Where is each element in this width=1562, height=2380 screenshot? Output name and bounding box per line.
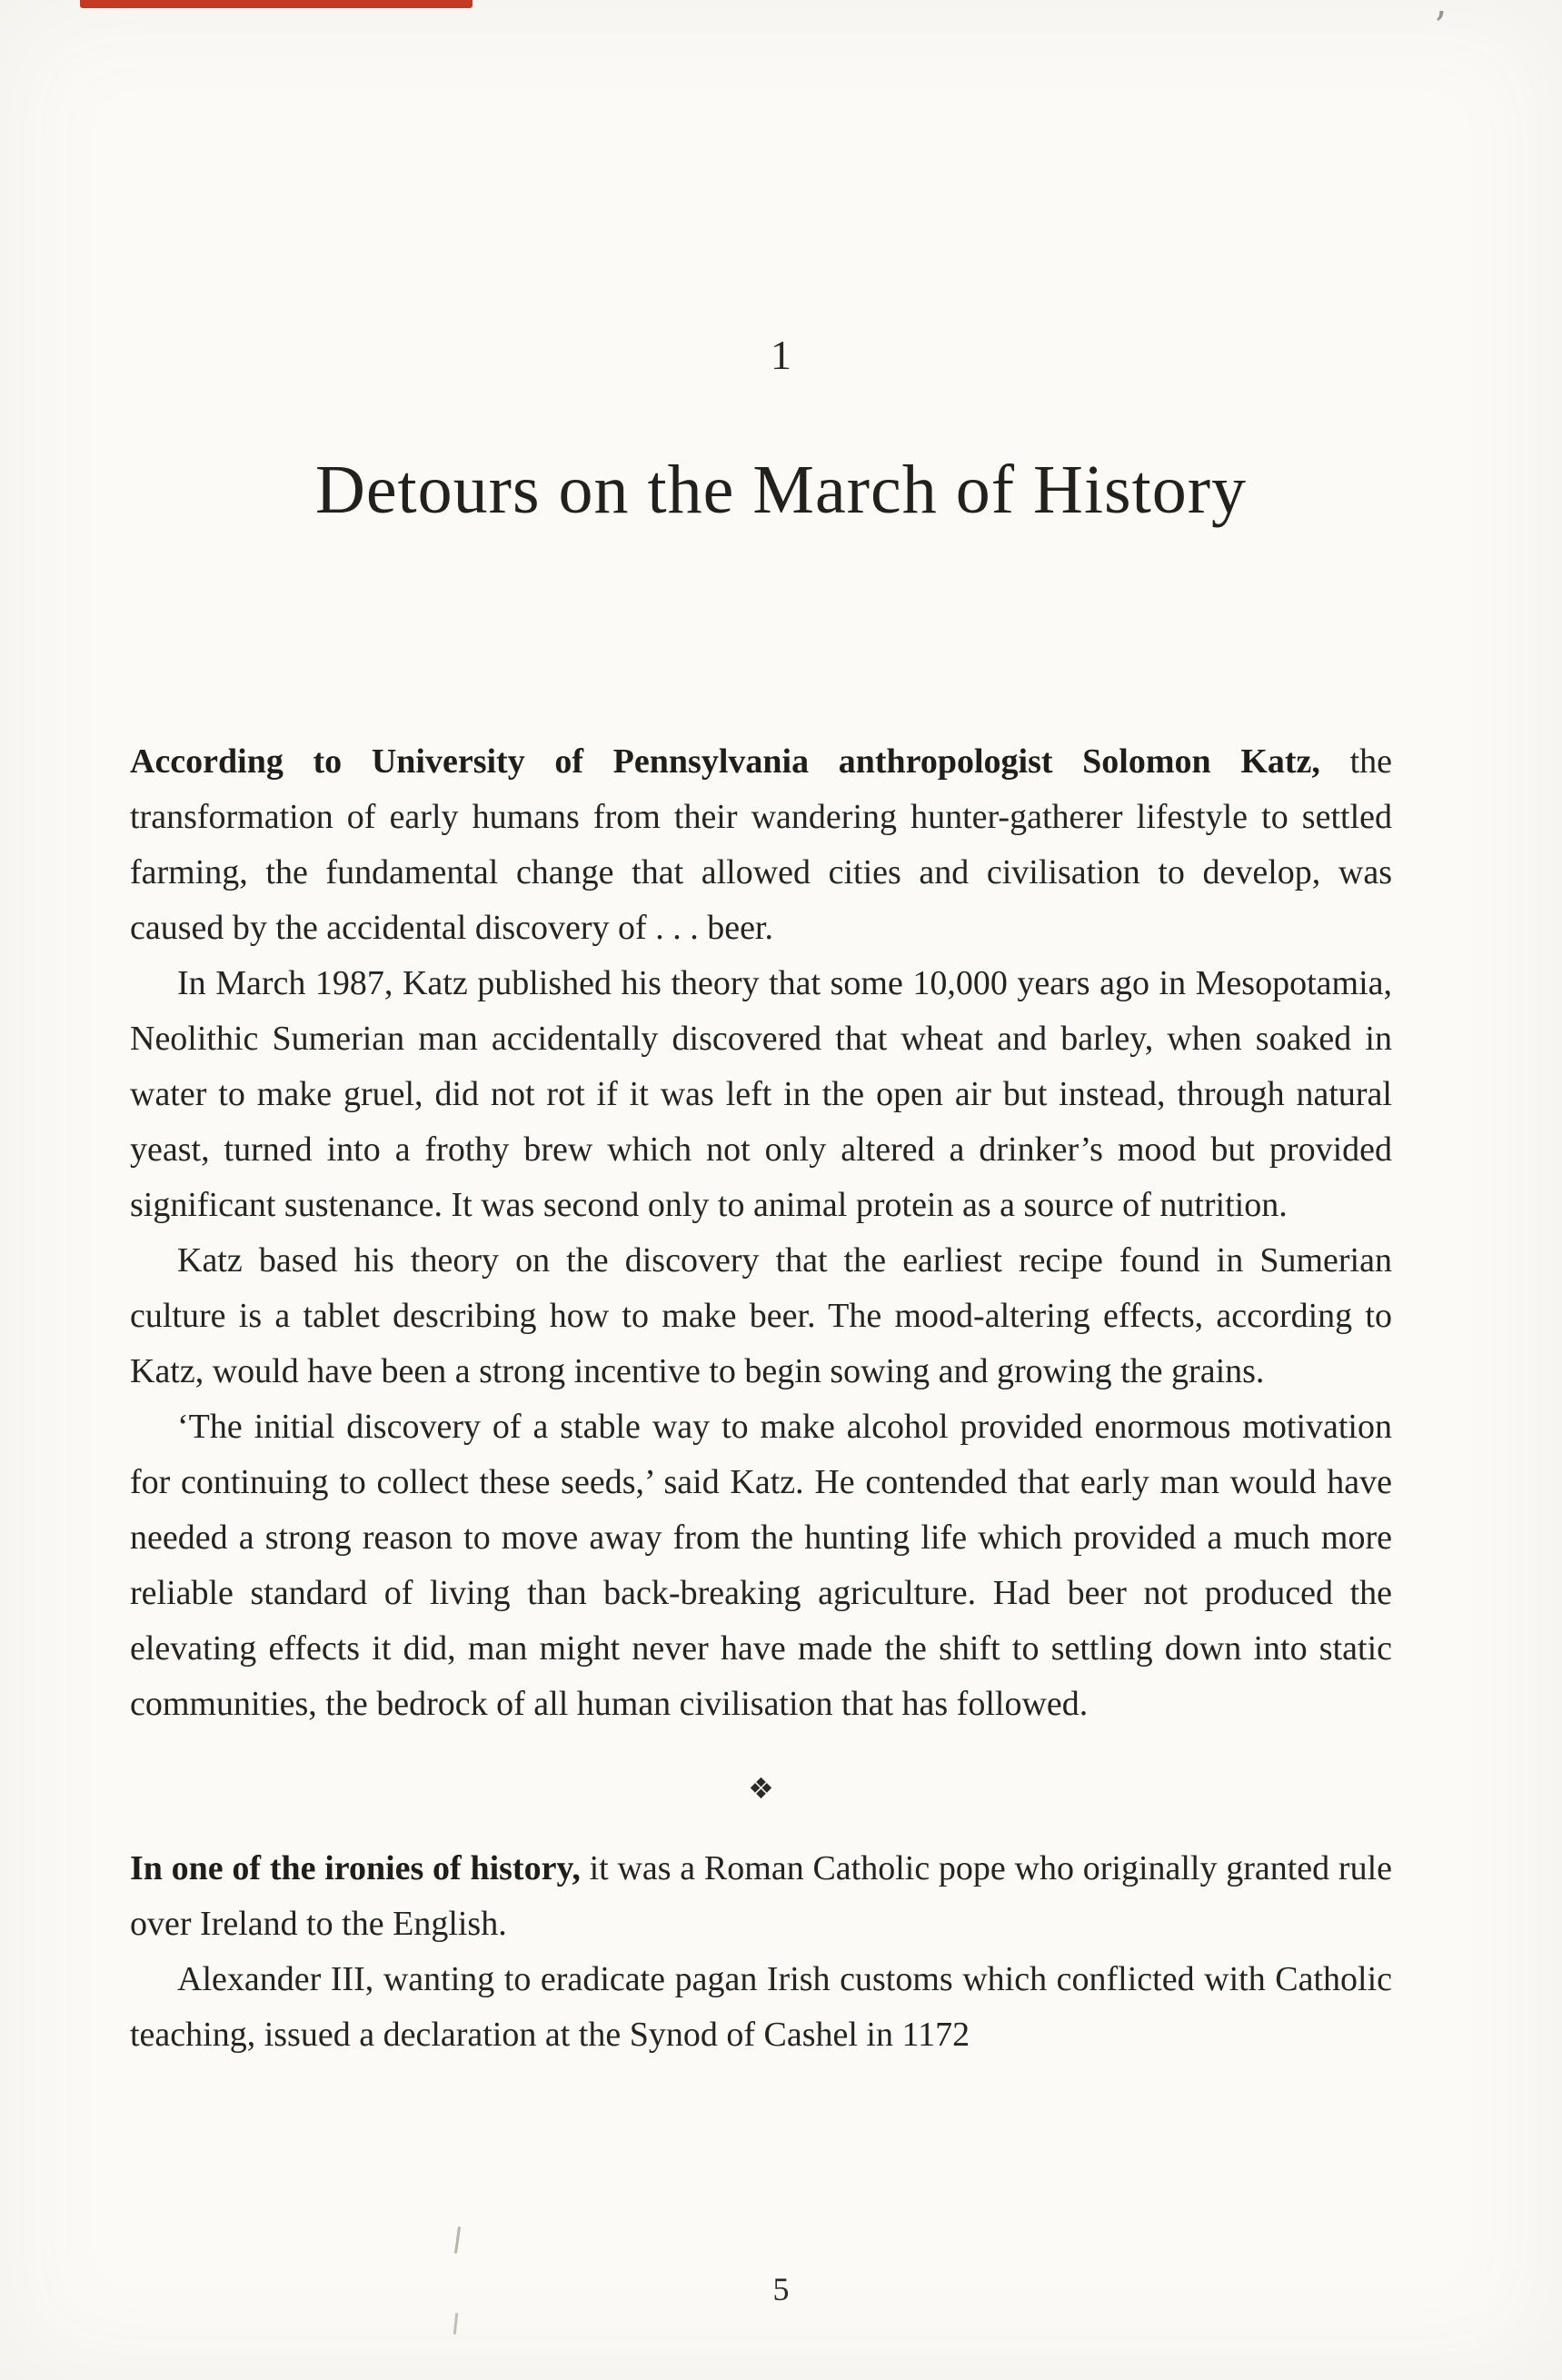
scan-artifact-tick-2 — [453, 2313, 458, 2335]
chapter-title: Detours on the March of History — [314, 452, 1248, 528]
paragraph: According to University of Pennsylvania anthropologist Solomon Katz, the transformation of early humans from their wandering hunter-gatherer lifestyle to settled farming, the fundamental change that allowed cities and civilisation to develop, was caused by the accidental discovery of . . . beer. — [130, 742, 1392, 947]
paragraph-lead: According to University of Pennsylvania anthropologist Solomon Katz, — [130, 742, 1320, 781]
paragraph: Alexander III, wanting to eradicate pagan Irish customs which conflicted with Catholic teaching, issued a declaration at the Synod of Cashel in 1172 — [130, 1960, 1392, 2054]
paragraph: In one of the ironies of history, it was a Roman Catholic pope who originally granted rule over Ireland to the English. — [130, 1849, 1393, 1943]
page-number: 5 — [772, 2271, 790, 2307]
scan-artifact-mark: ’ — [1434, 4, 1447, 50]
paragraph: Katz based his theory on the discovery that the earliest recipe found in Sumerian culture is a tablet describing how to make beer. The mood-altering effects, according to Katz, would have been a strong incentive to begin sowing and growing the grains. — [130, 1241, 1392, 1390]
section-divider-icon: ❖ — [748, 1771, 774, 1806]
paragraph: ‘The initial discovery of a stable way to make alcohol provided enormous motivation for continuing to collect these seeds,’ said Katz. He contended that early man would have needed a strong reason to move away from the hunting life which provided a much more reliable standard of living than back-breaking agriculture. Had beer not produced the elevating effects it did, man might never have made the shift to settling down into static communities, the bedrock of all human civilisation that has followed. — [130, 1408, 1392, 1723]
body-text — [130, 734, 1392, 2063]
paragraph-lead: In one of the ironies of history, — [130, 1849, 581, 1887]
scan-artifact-tick — [454, 2226, 461, 2254]
scan-artifact-red-line — [80, 0, 473, 8]
chapter-number: 1 — [771, 332, 791, 378]
paragraph: In March 1987, Katz published his theory that some 10,000 years ago in Mesopotamia, Neolithic Sumerian man accidentally discovered that wheat and barley, when soaked in water to make gruel, did not rot if it was left in the open air but instead, through natural yeast, turned into a frothy brew which not only altered a drinker’s mood but provided significant sustenance. It was second only to animal protein as a source of nutrition. — [130, 964, 1392, 1224]
